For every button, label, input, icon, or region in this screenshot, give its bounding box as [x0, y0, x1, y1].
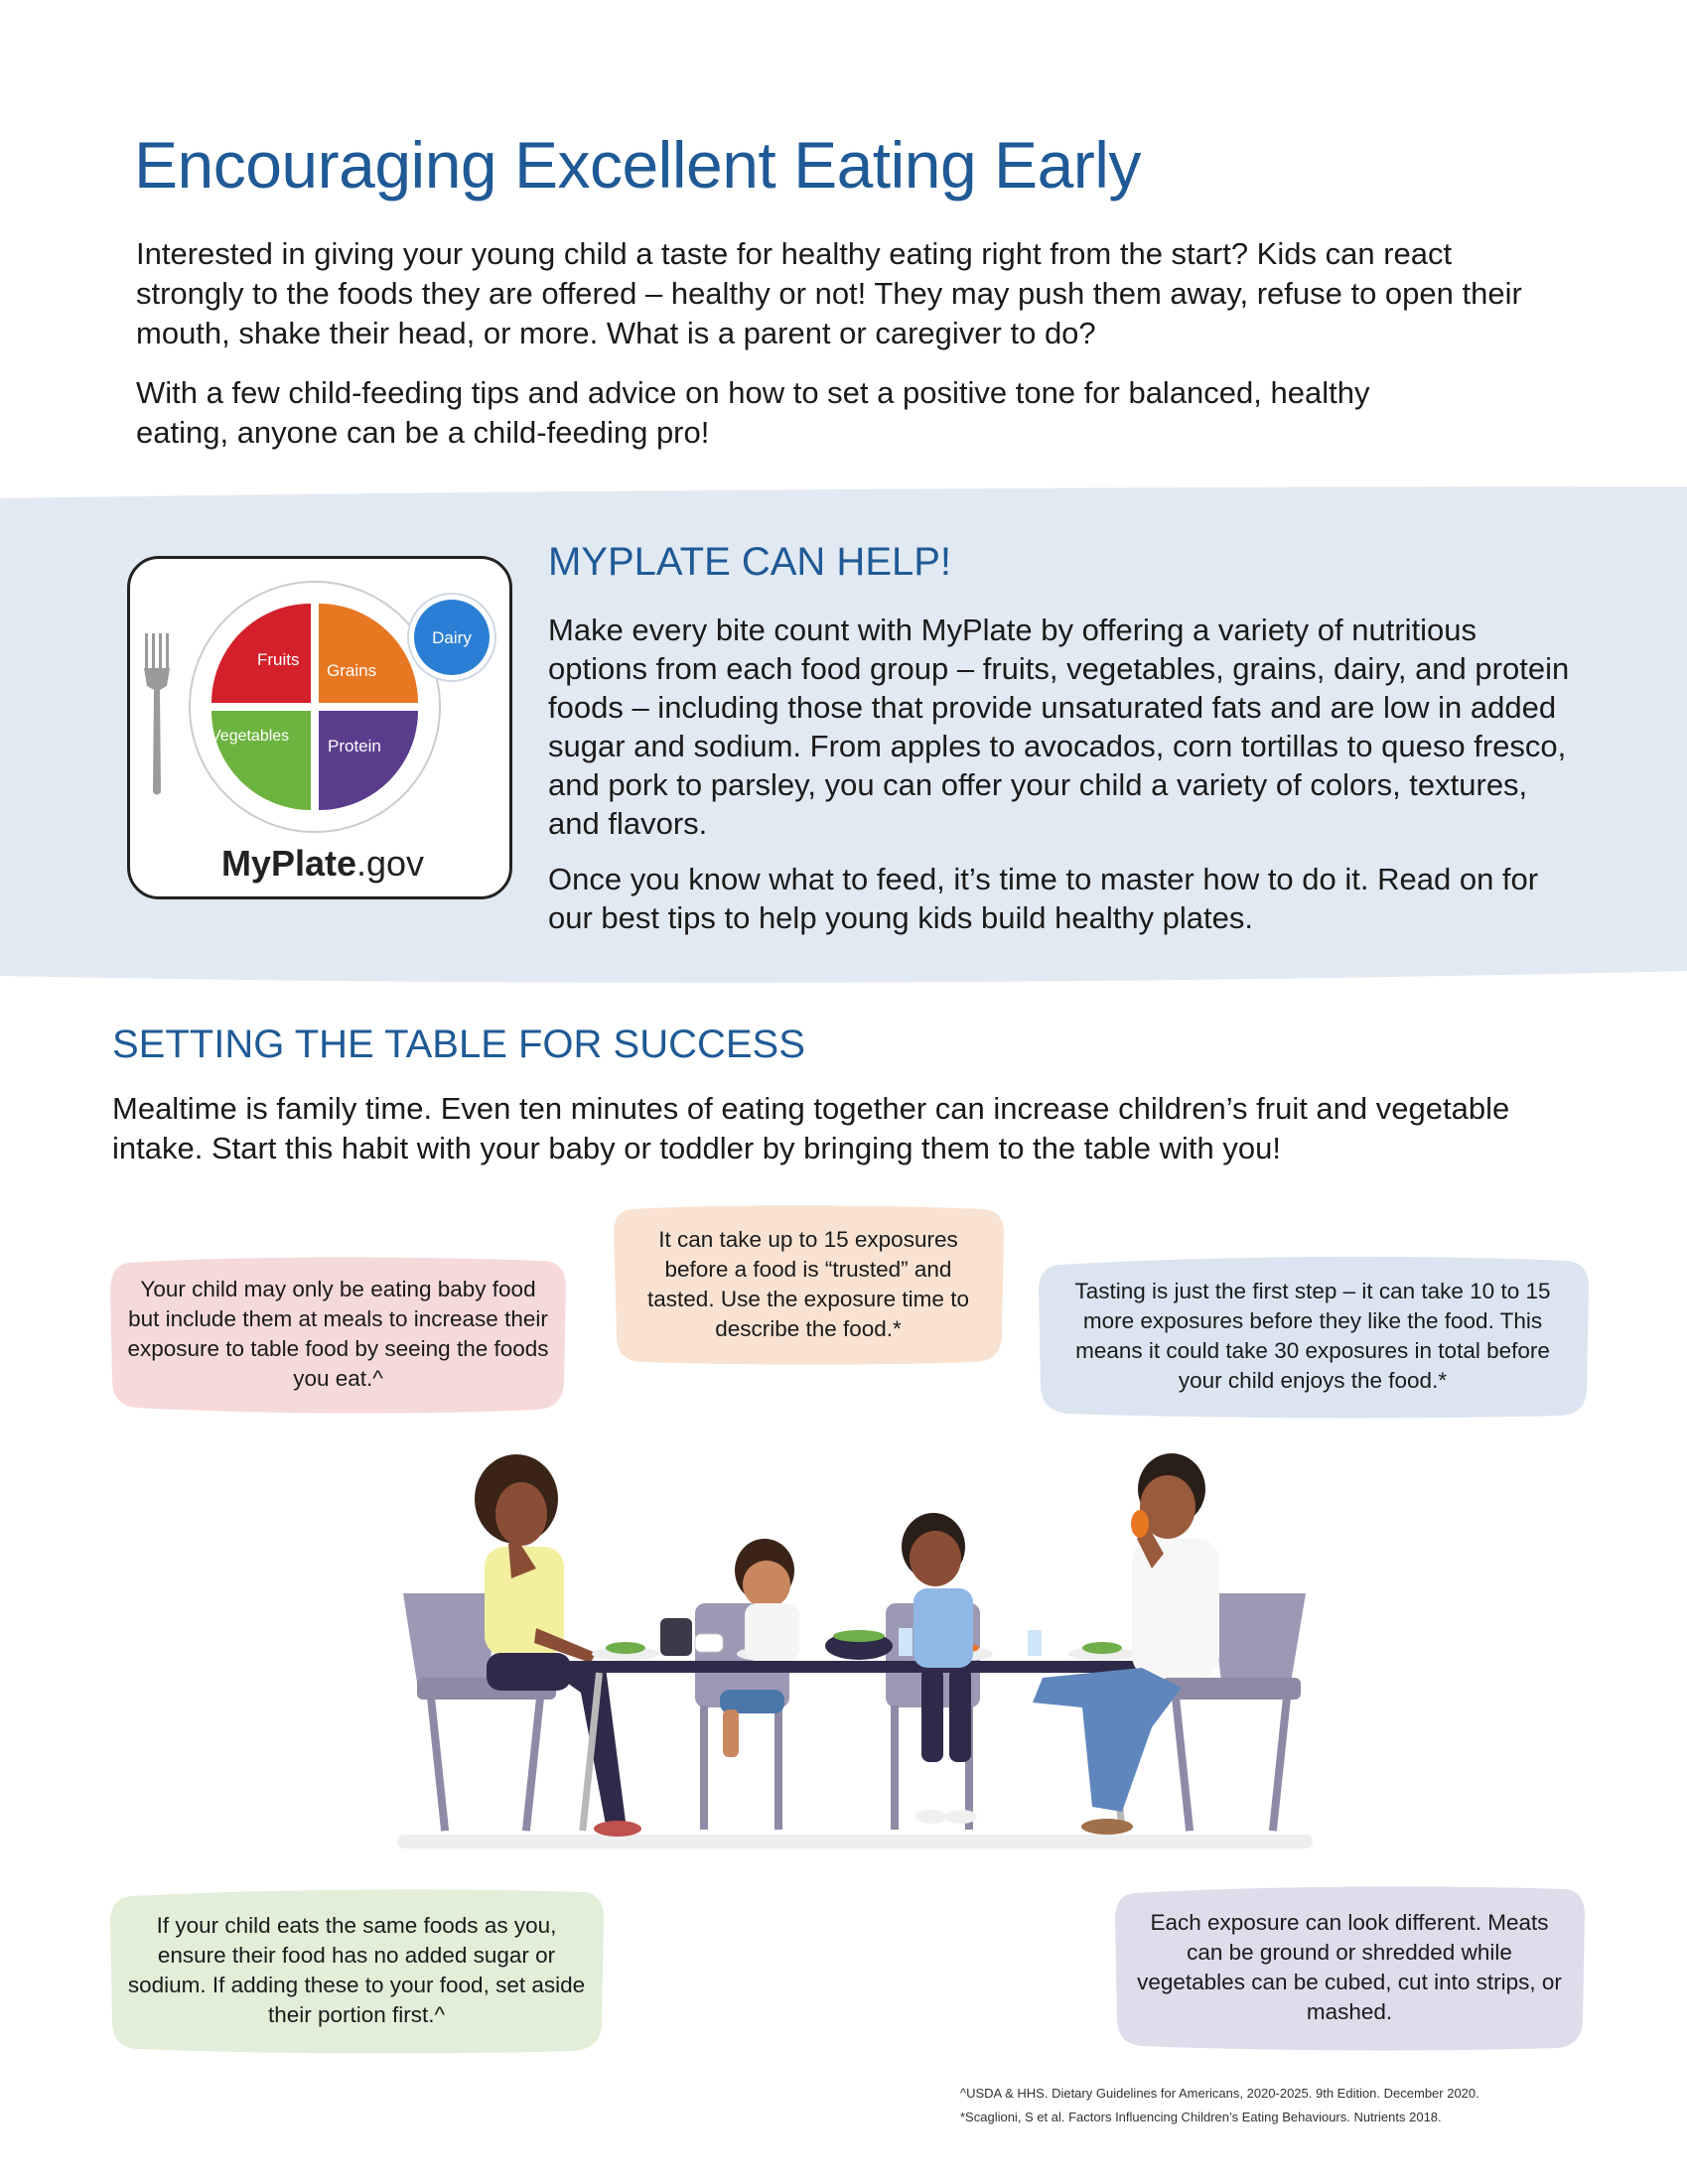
setting-table-intro: Mealtime is family time. Even ten minutes of eating together can increase children’s fruit and vegetable intake. Start this habit with your baby or toddler by bringing them to the table with you! [112, 1091, 1510, 1165]
protein-label: Protein [328, 737, 381, 755]
tip-bubble-exposure-look [1112, 1883, 1587, 2052]
tip-bubble-exposures [611, 1203, 1006, 1366]
myplate-paragraph-1: Make every bite count with MyPlate by offering a variety of nutritious options from each food group – fruits, vegetables, grains, dairy, and protein foods – including those that provide unsaturated fats and are low in added sugar and sodium. From apples to avocados, corn tortillas to queso fresco, and pork to parsley, you can offer your child a variety of colors, textures, and flavors. [548, 613, 1570, 841]
intro-paragraph-2: With a few child-feeding tips and advice on how to set a positive tone for balanced, healthy eating, anyone can be a child-feeding pro! [136, 375, 1370, 450]
grains-label: Grains [327, 661, 377, 680]
tip-bubble-tasting [1035, 1253, 1591, 1420]
tip-text-same-foods: If your child eats the same foods as you, ensure their food has no added sugar or sodium. If adding these to your food, set aside their portion first.^ [127, 1913, 586, 2027]
tip-text-tasting: Tasting is just the first step – it can take 10 to 15 more exposures before they like the food. This means it could take 30 exposures in total before your child enjoys the food.* [1074, 1279, 1551, 1393]
dining-table [564, 1618, 1140, 1832]
myplate-brand [130, 843, 515, 885]
tip-text-baby-food: Your child may only be eating baby food but include them at meals to increase their exposure to table food by seeing the foods you eat.^ [127, 1277, 549, 1391]
tip-bubble-same-foods [107, 1886, 606, 2055]
intro-paragraph-1: Interested in giving your young child a taste for healthy eating right from the start? Kids can react strongly to the foods they are offered – healthy or not! They may push them away, refuse to open their mouth, shake their head, or more. What is a parent or caregiver to do? [136, 236, 1522, 350]
footnote-usda: ^USDA & HHS. Dietary Guidelines for Americans, 2020-2025. 9th Edition. December 2020. [960, 2086, 1479, 2101]
family-dinner-illustration [397, 1430, 1321, 1856]
floor-shadow [397, 1835, 1313, 1848]
dairy-label: Dairy [432, 628, 472, 647]
myplate-brand-bold: MyPlate [220, 843, 356, 884]
fork-icon [144, 633, 170, 795]
tip-text-exposure-look: Each exposure can look different. Meats can be ground or shredded while vegetables can be cubed, cut into strips, or mashed. [1137, 1910, 1562, 2024]
page-title: Encouraging Excellent Eating Early [134, 128, 1141, 202]
fruits-label: Fruits [257, 650, 300, 669]
footnote-scaglioni: *Scaglioni, S et al. Factors Influencing Children’s Eating Behaviours. Nutrients 2018. [960, 2110, 1442, 2124]
myplate-logo [127, 556, 512, 899]
tip-bubble-baby-food [107, 1253, 569, 1416]
myplate-brand-rest: .gov [356, 843, 425, 884]
father-figure [1033, 1453, 1219, 1835]
myplate-heading: MYPLATE CAN HELP! [548, 540, 952, 584]
myplate-paragraph-2: Once you know what to feed, it’s time to master how to do it. Read on for our best tips to help young kids build healthy plates. [548, 862, 1539, 935]
setting-table-heading: SETTING THE TABLE FOR SUCCESS [112, 1023, 805, 1066]
tip-text-exposures: It can take up to 15 exposures before a food is “trusted” and tasted. Use the exposure time to describe the food.* [647, 1227, 969, 1341]
vegetables-label: Vegetables [211, 728, 290, 745]
myplate-graphic [130, 559, 515, 857]
footnotes [960, 2082, 1479, 2129]
